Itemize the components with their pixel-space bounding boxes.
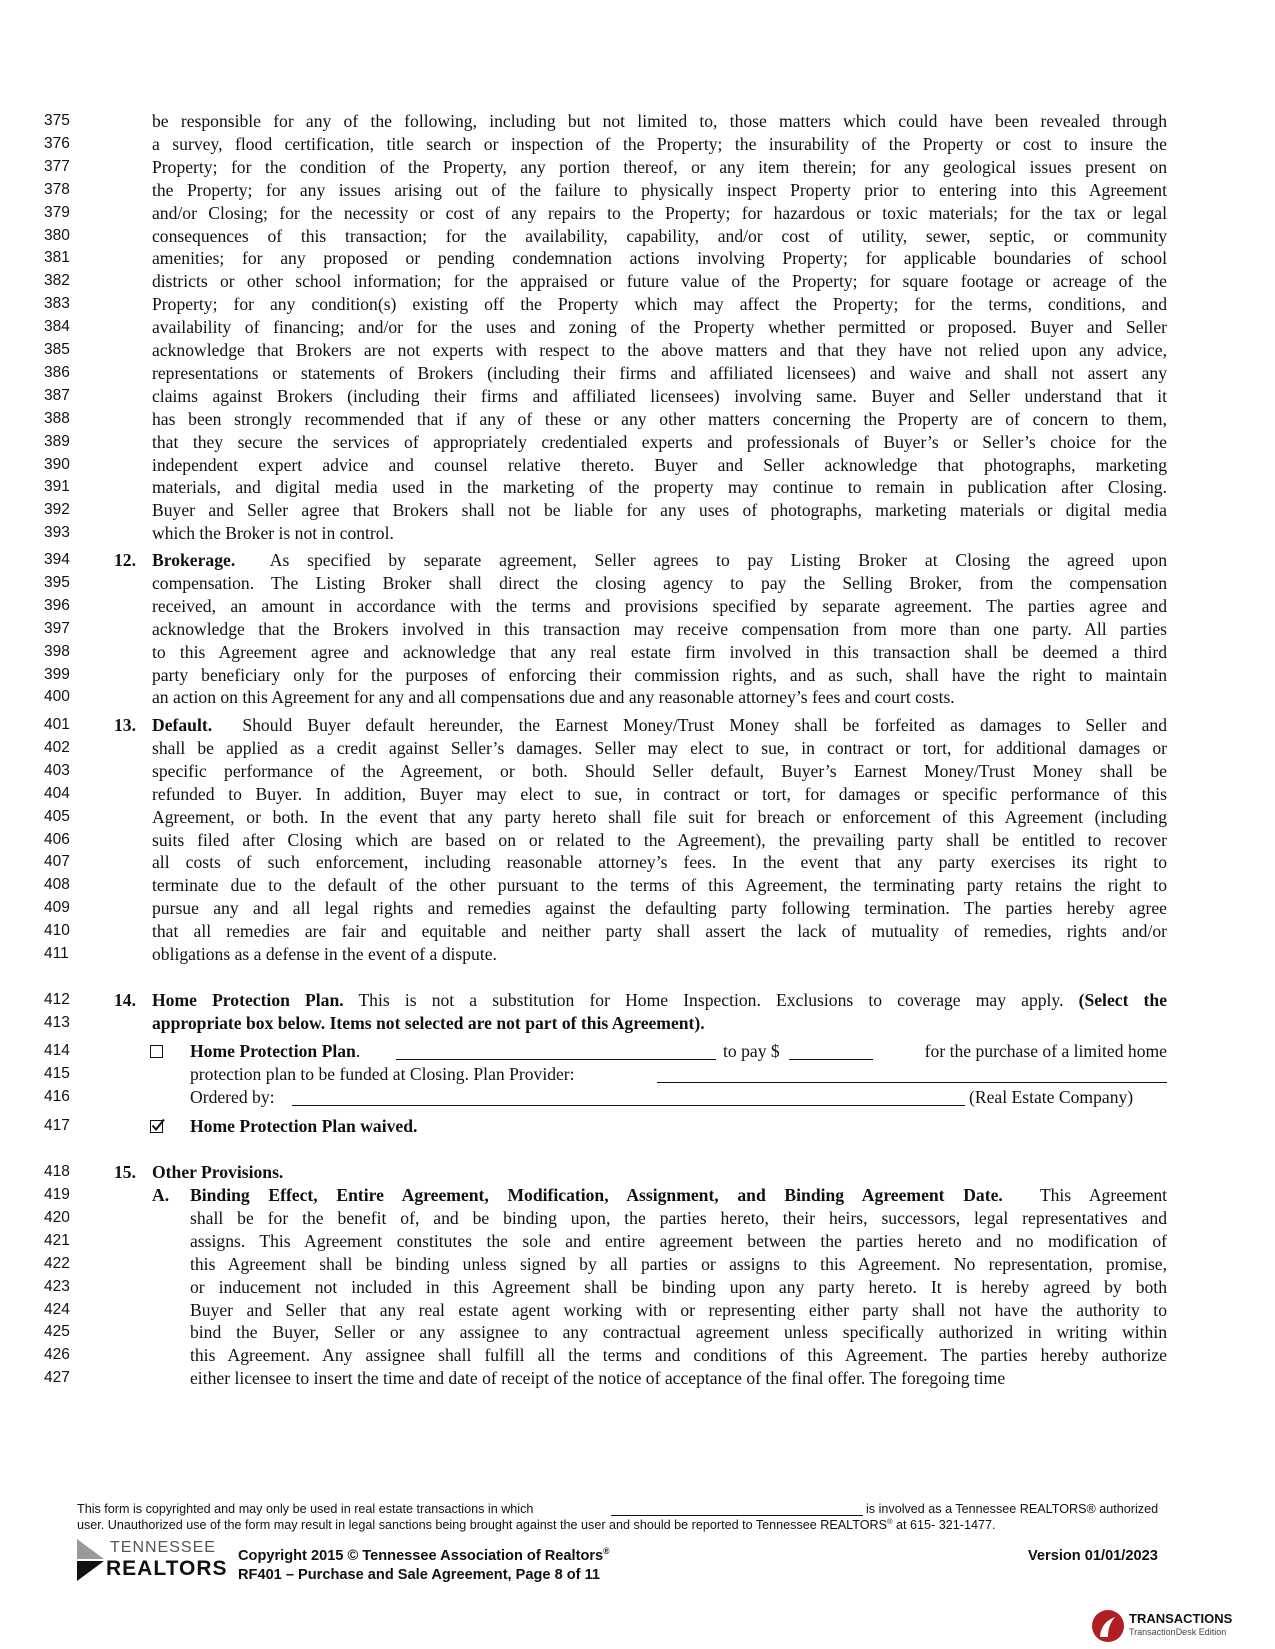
line-number: 394 <box>44 551 70 568</box>
line-number: 405 <box>44 807 70 825</box>
line-text: acknowledge that Brokers are not experts with respect to the above matters and that they have not relied upon any advice, <box>152 340 1167 360</box>
line-text <box>152 548 1167 572</box>
line-391 <box>0 475 1275 499</box>
plan-company-blank[interactable] <box>396 1059 716 1060</box>
line-416 <box>0 1085 1275 1109</box>
line-427 <box>0 1366 1275 1390</box>
line-number: 397 <box>44 619 70 637</box>
brand-edition: TransactionDesk Edition <box>1129 1627 1227 1637</box>
line-text: Buyer and Seller that any real estate agent working with or representing either party shall not have the authority to <box>190 1299 1167 1320</box>
line-text: the Property; for any issues arising out of the failure to physically inspect Property prior to entering into this Agreement <box>152 179 1167 200</box>
line-number: 411 <box>44 945 69 962</box>
notice-phone: at 615- 321-1477. <box>892 1518 996 1532</box>
line-text: an action on this Agreement for any and all compensations due and any reasonable attorney’s fees and court costs. <box>152 687 955 708</box>
line-397 <box>0 617 1275 641</box>
line-398 <box>0 640 1275 664</box>
realtors-logo-icon <box>74 1537 108 1581</box>
line-424 <box>0 1298 1275 1322</box>
line-text: pursue any and all legal rights and remedies against the defaulting party following termination. The parties hereby agree <box>152 898 1167 919</box>
line-text: bind the Buyer, Seller or any assignee to any contractual agreement unless specifically authorized in writing within <box>190 1322 1167 1343</box>
line-number: 408 <box>44 876 70 894</box>
line-text: acknowledge that the Brokers involved in this transaction may receive compensation from more than one party. All parties <box>152 618 1167 639</box>
line-text: districts or other school information; for the appraised or future value of the Property; for square footage or acreage of the <box>152 271 1167 292</box>
line-389 <box>0 430 1275 454</box>
registered-mark: ® <box>886 1516 893 1526</box>
authorized-user-blank[interactable] <box>611 1515 863 1516</box>
line-text: this Agreement. Any assignee shall fulfill all the terms and conditions of this Agreement. The parties hereby authorize <box>190 1345 1167 1366</box>
line-number: 412 <box>44 991 70 1008</box>
check-icon <box>150 1117 166 1133</box>
line-375 <box>0 109 1275 133</box>
line-401 <box>0 713 1275 737</box>
line-text: a survey, flood certification, title search or inspection of the Property; the insurability of the Property or cost to insure the <box>152 133 1167 154</box>
line-text-rest: This Agreement <box>1002 1185 1168 1205</box>
copyright-notice <box>77 1501 533 1517</box>
line-number: 382 <box>44 272 70 290</box>
logo-word-bottom: REALTORS <box>106 1557 228 1580</box>
line-395 <box>0 571 1275 595</box>
line-388 <box>0 407 1275 431</box>
line-number: 398 <box>44 642 70 660</box>
line-380 <box>0 224 1275 248</box>
line-text: this Agreement shall be binding unless signed by all parties or assigns to this Agreement. No representation, promise, <box>190 1253 1167 1274</box>
form-title: RF401 – Purchase and Sale Agreement, Page 8 of 11 <box>238 1567 601 1583</box>
line-408 <box>0 873 1275 897</box>
line-number: 378 <box>44 180 70 198</box>
notice-text-cont: is involved as a Tennessee REALTORS® authorized <box>866 1502 1159 1516</box>
line-number: 413 <box>44 1014 70 1031</box>
line-text: claims against Brokers (including their firms and affiliated licensees) involving same. Buyer and Seller understand that it <box>152 385 1167 406</box>
line-text: representations or statements of Brokers (including their firms and affiliated licensees) and waive and shall not assert any <box>152 362 1167 383</box>
line-386 <box>0 361 1275 385</box>
line-number: 379 <box>44 203 70 221</box>
line-413 <box>0 1011 1275 1035</box>
line-number: 403 <box>44 761 70 779</box>
line-number: 400 <box>44 688 70 706</box>
purchase-text: for the purchase of a limited home <box>924 1041 1167 1061</box>
line-number: 420 <box>44 1208 70 1226</box>
ordered-by-label: Ordered by: <box>190 1087 275 1107</box>
line-number: 388 <box>44 409 70 427</box>
line-number: 410 <box>44 922 70 940</box>
line-text: refunded to Buyer. In addition, Buyer may elect to sue, in contract or tort, for damages or specific performance of this <box>152 783 1167 804</box>
line-number: 390 <box>44 455 70 473</box>
section-number: 13. <box>114 715 136 735</box>
line-number: 424 <box>44 1300 70 1318</box>
line-379 <box>0 201 1275 225</box>
funded-text: protection plan to be funded at Closing. Plan Provider: <box>190 1064 575 1084</box>
line-405 <box>0 805 1275 829</box>
option-label-text: Home Protection Plan <box>190 1041 356 1061</box>
line-number: 425 <box>44 1323 70 1341</box>
option-label <box>190 1039 360 1063</box>
section-heading: Other Provisions. <box>152 1162 284 1182</box>
copyright-line <box>238 1547 610 1565</box>
line-410 <box>0 919 1275 943</box>
brand-name: TRANSACTIONS <box>1129 1611 1233 1626</box>
line-text: either licensee to insert the time and date of receipt of the notice of acceptance of the final offer. The foregoing time <box>190 1368 1006 1389</box>
line-text: availability of financing; and/or for the uses and zoning of the Property whether permitted or proposed. Buyer and Seller <box>152 317 1167 338</box>
line-number: 393 <box>44 524 70 542</box>
line-406 <box>0 828 1275 852</box>
line-393 <box>0 521 1275 545</box>
line-422 <box>0 1252 1275 1276</box>
home-protection-plan-checkbox[interactable] <box>150 1045 163 1058</box>
line-number: 391 <box>44 478 70 496</box>
section-number: A. <box>152 1185 170 1205</box>
line-text: specific performance of the Agreement, or both. Should Seller default, Buyer’s Earnest Money/Trust Money shall be <box>152 760 1167 781</box>
line-378 <box>0 178 1275 202</box>
line-394 <box>0 548 1275 572</box>
line-number: 399 <box>44 665 70 683</box>
registered-mark: ® <box>603 1546 610 1557</box>
intro-text: This is not a substitution for Home Inspection. Exclusions to coverage may apply. <box>343 990 1079 1010</box>
line-384 <box>0 315 1275 339</box>
line-text-rest: Should Buyer default hereunder, the Earnest Money/Trust Money shall be forfeited as damages to Seller and <box>212 715 1167 735</box>
line-text: received, an amount in accordance with the terms and provisions specified by separate agreement. The parties agree and <box>152 595 1167 616</box>
line-426 <box>0 1343 1275 1367</box>
notice-text: This form is copyrighted and may only be used in real estate transactions in which <box>77 1502 534 1516</box>
line-text: materials, and digital media used in the marketing of the property may continue to remain in publication after Closing. <box>152 477 1167 498</box>
line-423 <box>0 1275 1275 1299</box>
line-number: 395 <box>44 573 70 591</box>
line-number: 389 <box>44 432 70 450</box>
line-number: 417 <box>44 1117 70 1134</box>
line-412 <box>0 988 1275 1012</box>
line-text: suits filed after Closing which are based on or related to the Agreement), the prevailing party shall be entitled to recover <box>152 829 1167 850</box>
line-text: amenities; for any proposed or pending condemnation actions involving Property; for applicable boundaries of school <box>152 248 1167 269</box>
section-text <box>152 988 1167 1012</box>
line-409 <box>0 896 1275 920</box>
line-text: shall be for the benefit of, and be binding upon, the parties hereto, their heirs, successors, legal representatives and <box>190 1207 1167 1228</box>
line-text: shall be applied as a credit against Seller’s damages. Seller may elect to sue, in contract or tort, for additional damages or <box>152 737 1167 758</box>
line-number: 418 <box>44 1163 70 1180</box>
line-text-rest: As specified by separate agreement, Seller agrees to pay Listing Broker at Closing the agreed upon <box>235 550 1167 570</box>
line-text: compensation. The Listing Broker shall direct the closing agency to pay the Selling Broker, from the compensation <box>152 572 1167 593</box>
option-label-period: . <box>355 1041 361 1061</box>
line-number: 380 <box>44 226 70 244</box>
line-390 <box>0 453 1275 477</box>
line-number: 421 <box>44 1231 70 1249</box>
to-pay-label: to pay $ <box>723 1041 780 1061</box>
transactions-logo-icon <box>1091 1609 1125 1643</box>
line-381 <box>0 246 1275 270</box>
real-estate-company-label: (Real Estate Company) <box>969 1087 1134 1107</box>
line-385 <box>0 338 1275 362</box>
line-418 <box>0 1160 1275 1184</box>
line-text: consequences of this transaction; for the availability, capability, and/or cost of utility, sewer, septic, or community <box>152 225 1167 246</box>
line-396 <box>0 594 1275 618</box>
line-number: 377 <box>44 157 70 175</box>
line-text: party beneficiary only for the purposes of enforcing their commission rights, and as such, shall have the right to maintain <box>152 664 1167 685</box>
line-number: 375 <box>44 112 70 129</box>
line-text: Buyer and Seller agree that Brokers shall not be liable for any uses of photographs, marketing materials or digital media <box>152 500 1167 521</box>
line-text: all costs of such enforcement, including reasonable attorney’s fees. In the event that any party exercises its right to <box>152 852 1167 873</box>
line-text: independent expert advice and counsel relative thereto. Buyer and Seller acknowledge that photographs, marketing <box>152 454 1167 475</box>
line-387 <box>0 384 1275 408</box>
line-number: 376 <box>44 134 70 152</box>
section-heading: Brokerage. <box>152 550 236 570</box>
line-403 <box>0 759 1275 783</box>
line-404 <box>0 782 1275 806</box>
tennessee-realtors-logo <box>74 1537 228 1585</box>
line-text: be responsible for any of the following, including but not limited to, those matters which could have been revealed through <box>152 111 1167 131</box>
line-text: obligations as a defense in the event of a dispute. <box>152 944 497 964</box>
line-414 <box>0 1039 1275 1063</box>
line-number: 386 <box>44 363 70 381</box>
notice-line-2 <box>77 1517 995 1533</box>
line-417 <box>0 1114 1275 1138</box>
line-text: to this Agreement agree and acknowledge that any real estate firm involved in this transaction shall be deemed a third <box>152 641 1167 662</box>
select-instruction-cont: appropriate box below. Items not selected are not part of this Agreement). <box>152 1013 705 1033</box>
section-number: 12. <box>114 550 136 570</box>
line-text: and/or Closing; for the necessity or cost of any repairs to the Property; for hazardous or toxic materials; for the tax or legal <box>152 202 1167 223</box>
line-text: that all remedies are fair and equitable and neither party shall assert the lack of mutuality of remedies, rights and/or <box>152 921 1167 942</box>
line-400 <box>0 685 1275 709</box>
line-text <box>152 713 1167 737</box>
line-number: 414 <box>44 1042 70 1059</box>
section-heading: Binding Effect, Entire Agreement, Modification, Assignment, and Binding Agreement Date. <box>190 1185 1003 1205</box>
section-number: 15. <box>114 1162 136 1182</box>
line-text: assigns. This Agreement constitutes the sole and entire agreement between the parties hereto and no modification of <box>190 1230 1167 1251</box>
line-number: 409 <box>44 899 70 917</box>
line-number: 392 <box>44 501 70 519</box>
transactions-brand <box>1091 1609 1251 1645</box>
line-number: 387 <box>44 386 70 404</box>
line-377 <box>0 155 1275 179</box>
line-421 <box>0 1229 1275 1253</box>
plan-waived-label: Home Protection Plan waived. <box>190 1116 418 1136</box>
line-text: Property; for the condition of the Property, any portion thereof, or any item therein; for any geological issues present on <box>152 156 1167 177</box>
line-number: 426 <box>44 1346 70 1364</box>
copyright-text: Copyright 2015 © Tennessee Association of Realtors <box>238 1548 604 1564</box>
line-number: 402 <box>44 738 70 756</box>
line-text: Property; for any condition(s) existing off the Property which may affect the Property; for the terms, conditions, and <box>152 294 1167 315</box>
line-number: 384 <box>44 318 70 336</box>
ordered-by-blank[interactable] <box>292 1105 965 1106</box>
line-text: which the Broker is not in control. <box>152 523 394 544</box>
line-number: 396 <box>44 596 70 614</box>
line-text: that they secure the services of appropriately credentialed experts and professionals of Buyer’s or Seller’s choice for the <box>152 431 1167 452</box>
line-text: or inducement not included in this Agreement shall be binding upon any party hereto. It is hereby agreed by both <box>190 1276 1167 1297</box>
line-number: 385 <box>44 341 70 358</box>
line-number: 423 <box>44 1277 70 1295</box>
line-number: 407 <box>44 853 70 871</box>
line-383 <box>0 292 1275 316</box>
select-instruction: (Select the <box>1078 990 1167 1010</box>
line-407 <box>0 850 1275 874</box>
section-heading: Home Protection Plan. <box>152 990 344 1010</box>
version: Version 01/01/2023 <box>1028 1548 1158 1564</box>
line-415 <box>0 1062 1275 1086</box>
line-text: terminate due to the default of the other pursuant to the terms of this Agreement, the terminating party retains the right to <box>152 875 1167 896</box>
line-number: 422 <box>44 1254 70 1272</box>
line-number: 383 <box>44 295 70 313</box>
line-number: 416 <box>44 1088 70 1105</box>
line-number: 419 <box>44 1186 70 1203</box>
line-399 <box>0 663 1275 687</box>
line-376 <box>0 132 1275 156</box>
line-number: 427 <box>44 1369 70 1387</box>
line-number: 404 <box>44 784 70 802</box>
line-420 <box>0 1206 1275 1230</box>
section-heading: Default. <box>152 715 213 735</box>
plan-amount-blank[interactable] <box>789 1059 873 1060</box>
notice-text: user. Unauthorized use of the form may result in legal sanctions being brought against the user and should be reported to Tennessee REALTORS <box>77 1518 887 1532</box>
logo-word-top: TENNESSEE <box>110 1539 216 1556</box>
line-text: Agreement, or both. In the event that any party hereto shall file suit for breach or enforcement of this Agreement (including <box>152 806 1167 827</box>
line-402 <box>0 736 1275 760</box>
plan-waived-checkbox[interactable] <box>150 1120 163 1133</box>
line-392 <box>0 498 1275 522</box>
line-text <box>190 1183 1167 1207</box>
line-425 <box>0 1320 1275 1344</box>
line-number: 415 <box>44 1065 70 1082</box>
line-419 <box>0 1183 1275 1207</box>
line-number: 406 <box>44 830 70 848</box>
line-number: 401 <box>44 716 70 733</box>
line-382 <box>0 269 1275 293</box>
plan-provider-blank[interactable] <box>657 1082 1167 1083</box>
line-411 <box>0 942 1275 966</box>
line-number: 381 <box>44 249 70 267</box>
section-number: 14. <box>114 990 136 1010</box>
line-text: has been strongly recommended that if any of these or any other matters concerning the Property are of concern to them, <box>152 408 1167 429</box>
